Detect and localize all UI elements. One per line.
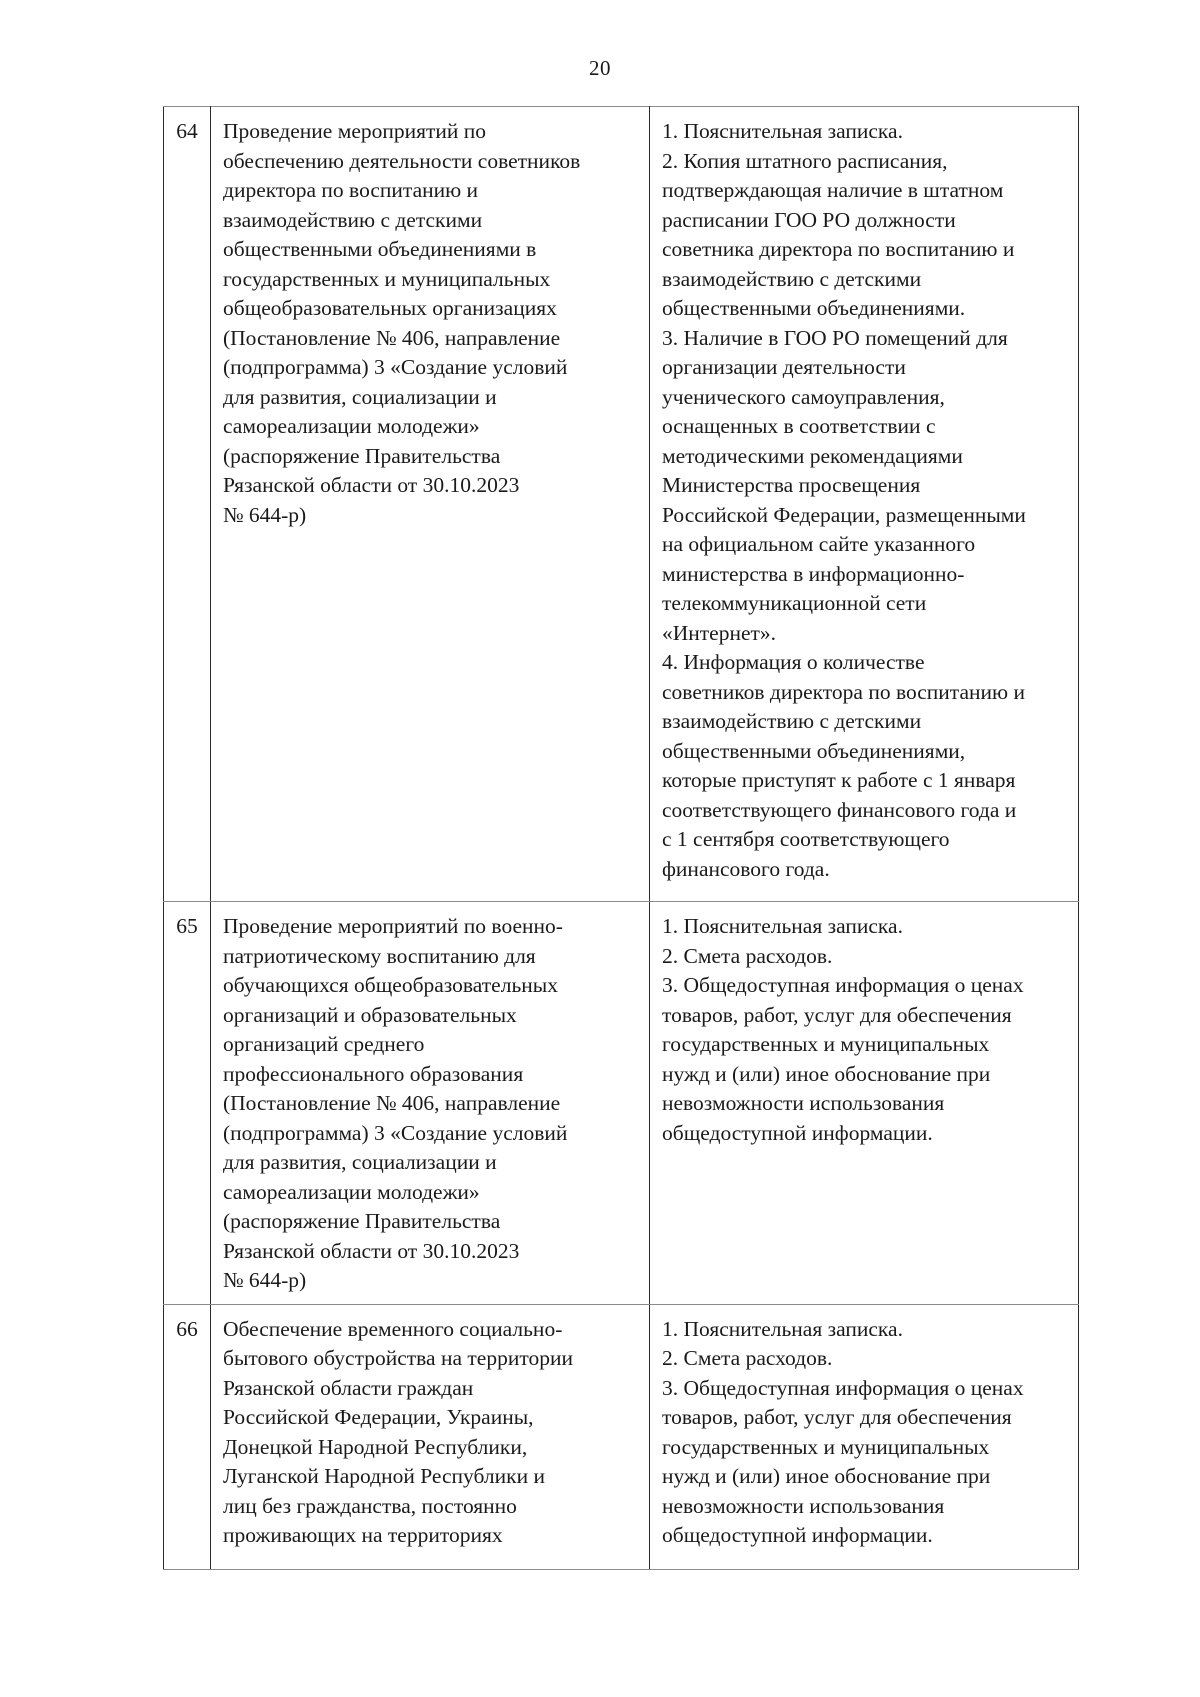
required-documents-cell: 1. Пояснительная записка. 2. Смета расходов. 3. Общедоступная информация о ценах товаров, работ, услуг для обеспечения государственных и муниципальных нужд и (или) иное обоснование при невозможности использования общедоступной информации. (650, 1304, 1079, 1569)
row-number: 64 (164, 107, 211, 902)
event-name-cell: Обеспечение временного социально- бытового обустройства на территории Рязанской области граждан Российской Федерации, Украины, Донецкой Народной Республики, Луганской Народной Республики и лиц без гражданства, постоянно проживающих на территориях (211, 1304, 650, 1569)
required-documents-cell: 1. Пояснительная записка. 2. Смета расходов. 3. Общедоступная информация о ценах товаров, работ, услуг для обеспечения государственных и муниципальных нужд и (или) иное обоснование при невозможности использования общедоступной информации. (650, 902, 1079, 1305)
required-documents-cell: 1. Пояснительная записка. 2. Копия штатного расписания, подтверждающая наличие в штатном расписании ГОО РО должности советника директора по воспитанию и взаимодействию с детскими общественными объединениями. 3. Наличие в ГОО РО помещений для организации деятельности ученического самоуправления, оснащенных в соответствии с методическими рекомендациями Министерства просвещения Российской Федерации, размещенными на официальном сайте указанного министерства в информационно- телекоммуникационной сети «Интернет». 4. Информация о количестве советников директора по воспитанию и взаимодействию с детскими общественными объединениями, которые приступят к работе с 1 января соответствующего финансового года и с 1 сентября соответствующего финансового года. (650, 107, 1079, 902)
table-row (164, 107, 1079, 902)
row-number: 65 (164, 902, 211, 1305)
event-name-cell: Проведение мероприятий по военно- патриотическому воспитанию для обучающихся общеобразовательных организаций и образовательных организаций среднего профессионального образования (Постановление № 406, направление (подпрограмма) 3 «Создание условий для развития, социализации и самореализации молодежи» (распоряжение Правительства Рязанской области от 30.10.2023 № 644-р) (211, 902, 650, 1305)
row-number: 66 (164, 1304, 211, 1569)
table-row (164, 1304, 1079, 1569)
page-number: 20 (589, 56, 611, 80)
documents-table (163, 106, 1079, 1570)
table-row (164, 902, 1079, 1305)
event-name-cell: Проведение мероприятий по обеспечению деятельности советников директора по воспитанию и взаимодействию с детскими общественными объединениями в государственных и муниципальных общеобразовательных организациях (Постановление № 406, направление (подпрограмма) 3 «Создание условий для развития, социализации и самореализации молодежи» (распоряжение Правительства Рязанской области от 30.10.2023 № 644-р) (211, 107, 650, 902)
